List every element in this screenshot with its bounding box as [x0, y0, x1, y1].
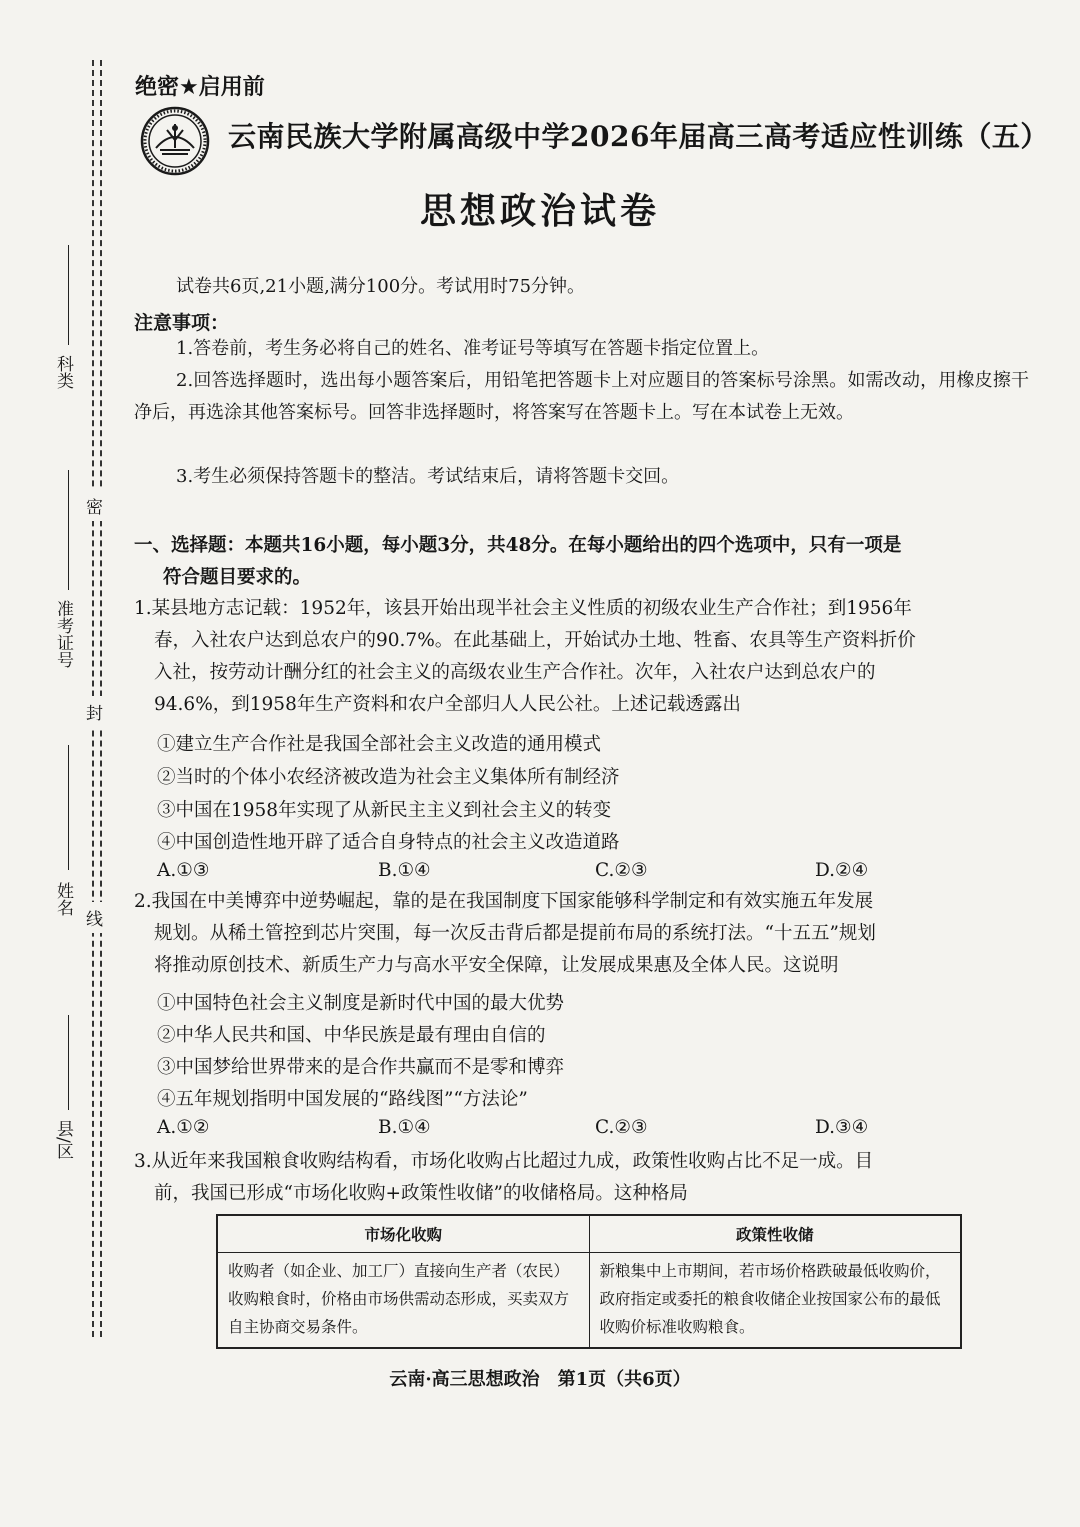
field-line-exam-number[interactable] [68, 470, 69, 590]
stem-line: 1.某县地方志记载：1952年，该县开始出现半社会主义性质的初级农业生产合作社；到1956年 [134, 598, 912, 619]
stem-line: 94.6%，到1958年生产资料和农户全部归人人民公社。上述记载透露出 [154, 694, 741, 715]
seal-char-mi: 密 [86, 490, 103, 521]
stem-line: 入社，按劳动计酬分红的社会主义的高级农业生产合作社。次年，入社农户达到总农户的 [154, 662, 876, 683]
q1-statement-3: ③中国在1958年实现了从新民主主义到社会主义的转变 [157, 800, 612, 821]
table-header-policy: 政策性收储 [589, 1215, 961, 1253]
exam-info: 试卷共6页,21小题,满分100分。考试用时75分钟。 [176, 276, 586, 297]
stem-line: 将推动原创技术、新质生产力与高水平安全保障，让发展成果惠及全体人民。这说明 [154, 955, 839, 976]
q2-statement-3: ③中国梦给世界带来的是合作共赢而不是零和博弈 [157, 1057, 565, 1078]
stem-line: 3.从近年来我国粮食收购结构看，市场化收购占比超过九成，政策性收购占比不足一成。目 [134, 1151, 874, 1172]
table-header-row [217, 1215, 961, 1253]
stem-line: 前，我国已形成“市场化收购+政策性收储”的收储格局。这种格局 [154, 1183, 688, 1204]
notice-item [134, 365, 1029, 429]
field-line-subject[interactable] [68, 245, 69, 345]
school-emblem-icon [140, 106, 210, 176]
notice-item [134, 333, 1029, 365]
notice-heading: 注意事项： [134, 312, 230, 334]
q1-choice-a[interactable]: A.①③ [157, 860, 210, 881]
field-label-subject: 科类 [53, 355, 73, 389]
school-exam-title: 云南民族大学附属高级中学2026年届高三高考适应性训练（五） [228, 120, 1049, 153]
table-header-market: 市场化收购 [217, 1215, 589, 1253]
field-label-county: 县/区 [53, 1120, 73, 1160]
section-heading [134, 530, 1029, 594]
field-line-county[interactable] [68, 1015, 69, 1110]
field-label-name: 姓名 [53, 882, 73, 916]
q2-statement-1: ①中国特色社会主义制度是新时代中国的最大优势 [157, 993, 565, 1014]
q2-choice-c[interactable]: C.②③ [595, 1117, 648, 1138]
q1-statement-1: ①建立生产合作社是我国全部社会主义改造的通用模式 [157, 734, 602, 755]
q1-choice-d[interactable]: D.②④ [815, 860, 869, 881]
question-3-stem [134, 1146, 1027, 1210]
seal-char-feng: 封 [86, 696, 103, 727]
q1-statement-4: ④中国创造性地开辟了适合自身特点的社会主义改造道路 [157, 832, 620, 853]
stem-line: 2.我国在中美博弈中逆势崛起，靠的是在我国制度下国家能够科学制定和有效实施五年发展 [134, 891, 874, 912]
section-heading-line: 符合题目要求的。 [163, 567, 312, 588]
q2-choice-d[interactable]: D.③④ [815, 1117, 869, 1138]
q2-choice-b[interactable]: B.①④ [378, 1117, 431, 1138]
secret-label: 绝密★启用前 [135, 75, 265, 100]
page-footer: 云南·高三思想政治 第1页（共6页） [389, 1369, 691, 1390]
q2-statement-2: ②中华人民共和国、中华民族是最有理由自信的 [157, 1025, 546, 1046]
notice-item-text: 3.考生必须保持答题卡的整洁。考试结束后，请将答题卡交回。 [176, 466, 680, 487]
table-cell-policy: 新粮集中上市期间，若市场价格跌破最低收购价，政府指定或委托的粮食收储企业按国家公布的最低收购价标准收购粮食。 [589, 1253, 961, 1349]
question-2-stem [134, 886, 1027, 982]
q2-statement-4: ④五年规划指明中国发展的“路线图”“方法论” [157, 1089, 528, 1110]
q1-choice-c[interactable]: C.②③ [595, 860, 648, 881]
q3-comparison-table [216, 1214, 962, 1349]
stem-line: 春，入社农户达到总农户的90.7%。在此基础上，开始试办土地、牲畜、农具等生产资料折价 [154, 630, 916, 651]
notice-item-text: 2.回答选择题时，选出每小题答案后，用铅笔把答题卡上对应题目的答案标号涂黑。如需改动，用橡皮擦干净后，再选涂其他答案标号。回答非选择题时，将答案写在答题卡上。写在本试卷上无效。 [134, 370, 1029, 423]
stem-line: 规划。从稀土管控到芯片突围，每一次反击背后都是提前布局的系统打法。“十五五”规划 [154, 923, 876, 944]
table-row [217, 1253, 961, 1349]
q2-choice-a[interactable]: A.①② [157, 1117, 210, 1138]
table-cell-market: 收购者（如企业、加工厂）直接向生产者（农民）收购粮食时，价格由市场供需动态形成，买卖双方自主协商交易条件。 [217, 1253, 589, 1349]
subject-title: 思想政治试卷 [419, 190, 660, 232]
question-1-stem [134, 593, 1027, 721]
q1-choice-b[interactable]: B.①④ [378, 860, 431, 881]
notice-item [134, 461, 1029, 493]
section-heading-line: 一、选择题：本题共16小题，每小题3分，共48分。在每小题给出的四个选项中，只有一项是 [134, 535, 902, 556]
q1-statement-2: ②当时的个体小农经济被改造为社会主义集体所有制经济 [157, 767, 620, 788]
seal-char-xian: 线 [86, 902, 103, 933]
field-label-exam-number: 准考证号 [53, 600, 73, 668]
notice-item-text: 1.答卷前，考生务必将自己的姓名、准考证号等填写在答题卡指定位置上。 [176, 338, 770, 359]
field-line-name[interactable] [68, 745, 69, 870]
